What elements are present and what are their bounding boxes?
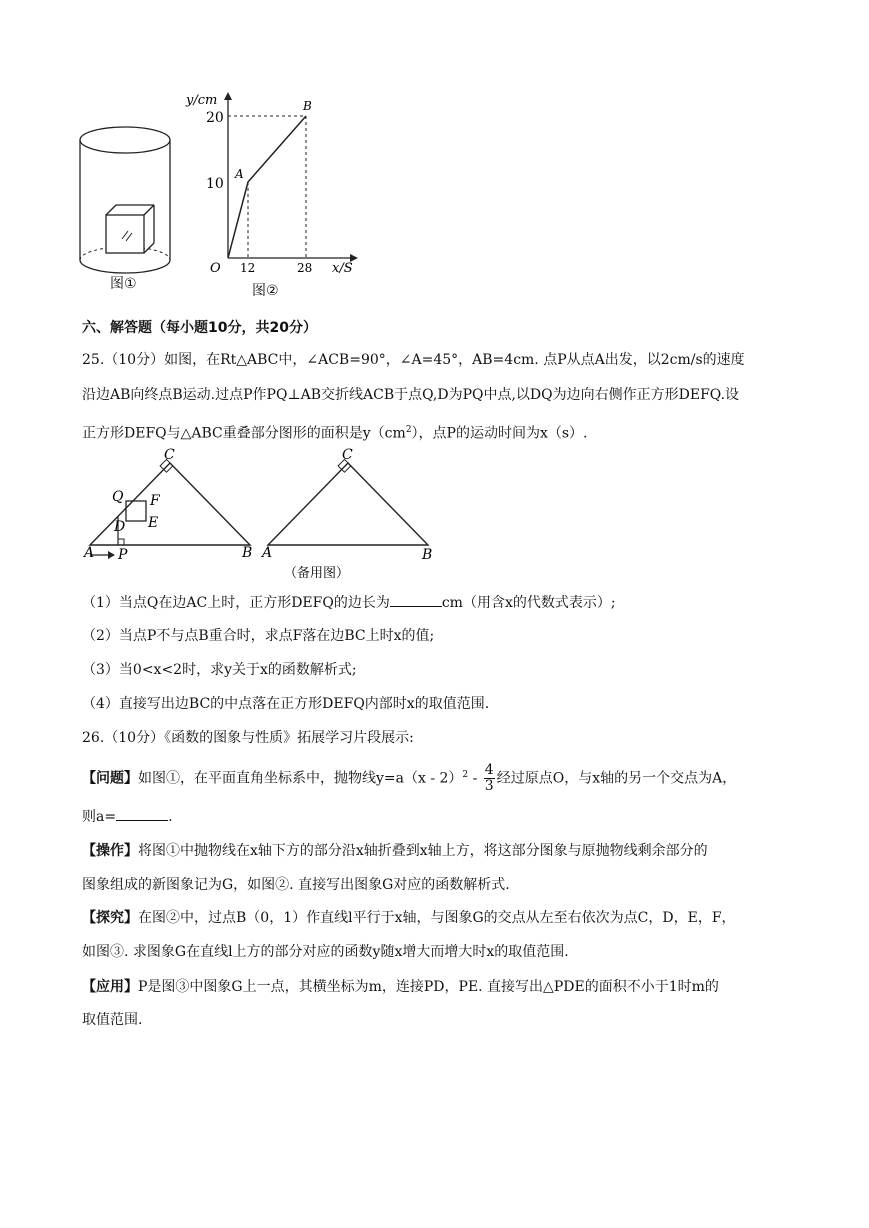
label-a2: A (262, 545, 273, 561)
q25-line3-sup: 2 (405, 425, 412, 435)
y-axis-label: y/cm (186, 93, 218, 108)
figure-cylinder (70, 115, 180, 295)
cylinder-with-cube-icon (70, 115, 180, 295)
figure-triangles (78, 445, 458, 585)
q25-sub1-b: cm（用含x的代数式表示）; (441, 595, 616, 611)
x-tick-12: 12 (240, 261, 256, 273)
q25-line3-b: ），点P的运动时间为x（s）. (411, 425, 588, 442)
op-tag: 【操作】 (82, 843, 138, 859)
label-c: C (164, 447, 175, 463)
op-text-a: 将图①中抛物线在x轴下方的部分沿x轴折叠到x轴上方，将这部分图象与原抛物线剩余部分的 (138, 843, 708, 859)
label-e: E (148, 515, 159, 531)
x-axis-label: x/S (332, 261, 353, 273)
explore-tag: 【探究】 (82, 910, 138, 926)
q25-sub4: （4）直接写出边BC的中点落在正方形DEFQ内部时x的取值范围. (82, 696, 490, 712)
point-a-label: A (235, 167, 244, 181)
label-p: P (118, 547, 128, 563)
problem-tag: 【问题】 (82, 770, 138, 787)
answer-blank-1[interactable] (390, 592, 442, 607)
problem-text-a: 如图①，在平面直角坐标系中，抛物线y=a（x - 2） (138, 770, 463, 787)
q25-sub1 (82, 592, 616, 613)
label-a: A (84, 545, 95, 561)
section-title: 六、解答题（每小题10分，共20分） (82, 320, 317, 336)
q25-line1: 25.（10分）如图，在Rt△ABC中，∠ACB=90°，∠A=45°，AB=4cm. 点P从点A出发，以2cm/s的速度 (82, 352, 745, 368)
app-tag: 【应用】 (82, 979, 138, 995)
q26-app-a (82, 977, 719, 997)
frac-den: 3 (484, 778, 494, 795)
frac-num: 4 (484, 762, 494, 779)
label-b: B (242, 545, 253, 561)
figure-graph (180, 88, 360, 273)
q26-op-a (82, 841, 708, 861)
q25-sub3: （3）当0<x<2时，求y关于x的函数解析式; (82, 662, 357, 678)
problem-sup: 2 (462, 770, 469, 780)
answer-blank-2[interactable] (116, 806, 168, 821)
y-tick-10: 10 (206, 176, 224, 192)
label-q: Q (112, 489, 124, 505)
q25-sub2: （2）当点P不与点B重合时，求点F落在边BC上时x的值; (82, 628, 435, 644)
fig1-caption: 图① (110, 276, 137, 292)
point-b-label: B (303, 99, 312, 113)
problem-text-b: 经过原点O，与x轴的另一个交点为A， (496, 770, 737, 787)
fig2-caption: 图② (252, 283, 279, 299)
label-d: D (114, 519, 126, 535)
label-c2: C (342, 447, 353, 463)
problem-minus: - (468, 770, 482, 787)
y-tick-20: 20 (206, 110, 224, 126)
q25-line2: 沿边AB向终点B运动.过点P作PQ⊥AB交折线ACB于点Q,D为PQ中点,以DQ为边向右侧作正方形DEFQ.设 (82, 387, 740, 403)
q26-problem (82, 758, 736, 796)
label-f: F (150, 493, 160, 509)
q25-sub1-a: （1）当点Q在边AC上时，正方形DEFQ的边长为 (82, 595, 390, 611)
q26-op-b: 图象组成的新图象记为G，如图②. 直接写出图象G对应的函数解析式. (82, 877, 510, 893)
q26-explore-a (82, 908, 736, 928)
problem-text-c: 则a= (82, 809, 117, 825)
q26-explore-b: 如图③. 求图象G在直线l上方的部分对应的函数y随x增大而增大时x的取值范围. (82, 944, 569, 960)
q26-line1: 26.（10分）《函数的图象与性质》拓展学习片段展示: (82, 730, 414, 746)
label-b2: B (422, 547, 433, 563)
q25-line3 (82, 420, 588, 444)
q26-problem-c (82, 806, 173, 827)
explore-text-a: 在图②中，过点B（0，1）作直线l平行于x轴，与图象G的交点从左至右依次为点C，D，E，F， (138, 910, 736, 926)
origin-label: O (210, 261, 221, 273)
problem-end: . (168, 809, 173, 825)
app-text-a: P是图③中图象G上一点，其横坐标为m，连接PD，PE. 直接写出△PDE的面积不小于1时m的 (138, 979, 719, 995)
x-tick-28: 28 (297, 261, 313, 273)
q26-app-b: 取值范围. (82, 1012, 143, 1028)
spare-figure-caption: （备用图） (284, 566, 350, 581)
fraction-four-thirds (484, 763, 495, 794)
q25-line3-a: 正方形DEFQ与△ABC重叠部分图形的面积是y（cm (82, 425, 406, 442)
